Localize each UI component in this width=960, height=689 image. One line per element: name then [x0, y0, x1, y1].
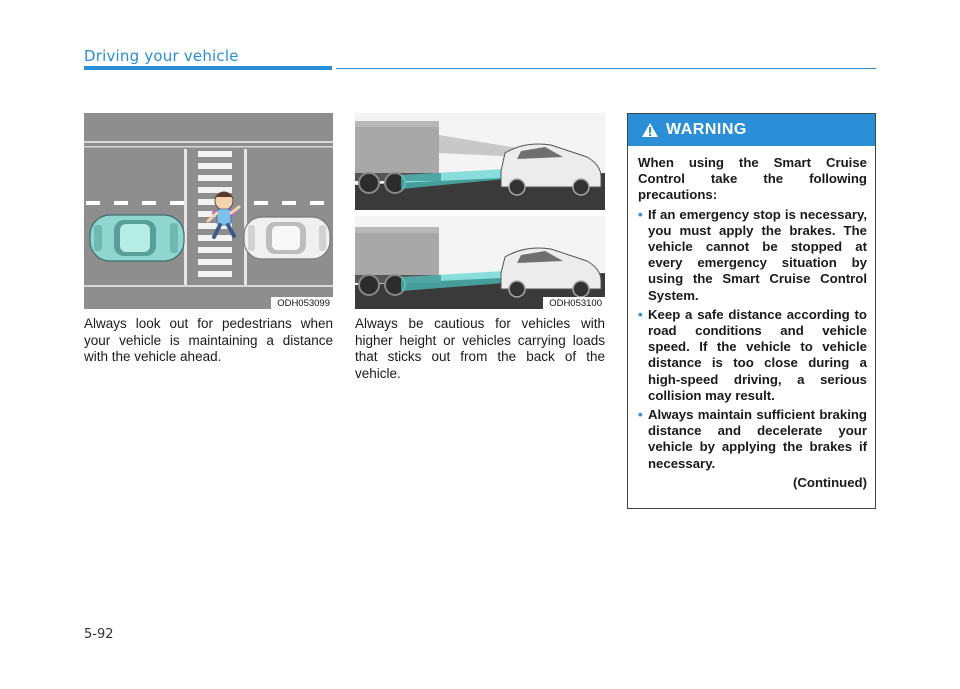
bullet: •: [638, 206, 643, 222]
warning-title: WARNING: [666, 121, 747, 138]
paragraph-tall-vehicles: Always be cautious for vehicles with higher height or vehicles carrying loads that sticks out from the back of the vehicle.: [355, 316, 605, 381]
section-title: Driving your vehicle: [84, 47, 239, 65]
warning-continued: (Continued): [793, 474, 867, 490]
figure-code: ODH053099: [271, 297, 333, 309]
header-rule-thin: [336, 68, 876, 69]
bullet: •: [638, 407, 643, 423]
bullet: •: [638, 306, 643, 322]
warning-item: [638, 407, 867, 472]
figure-truck-loads: [355, 113, 605, 309]
header-rule-thick: [84, 66, 332, 70]
warning-item-text: Keep a safe distance according to road conditions and vehicle speed. If the vehicle to vehicle distance is too close during a high-speed driving, a serious collision may result.: [648, 306, 867, 403]
warning-item: [638, 207, 867, 304]
page-number: 5-92: [84, 627, 114, 642]
warning-item-text: If an emergency stop is necessary, you must apply the brakes. The vehicle cannot be stopped at every emergency situation by using the Smart Cruise Control System.: [648, 206, 867, 303]
truck-loads-illustration: [355, 113, 605, 309]
warning-item: [638, 307, 867, 404]
warning-header: [628, 114, 875, 146]
figure-code: ODH053100: [543, 297, 605, 309]
warning-item-text: Always maintain sufficient braking distance and decelerate your vehicle by applying the brakes if necessary.: [648, 407, 867, 471]
warning-box: [627, 113, 876, 509]
paragraph-pedestrians: Always look out for pedestrians when your vehicle is maintaining a distance with the vehicle ahead.: [84, 316, 333, 364]
warning-triangle-icon: [642, 123, 658, 137]
pedestrian-crossing-illustration: [84, 113, 333, 309]
figure-pedestrian-crossing: [84, 113, 333, 309]
warning-body: [628, 146, 875, 491]
warning-intro: When using the Smart Cruise Control take the following precautions:: [638, 155, 867, 203]
